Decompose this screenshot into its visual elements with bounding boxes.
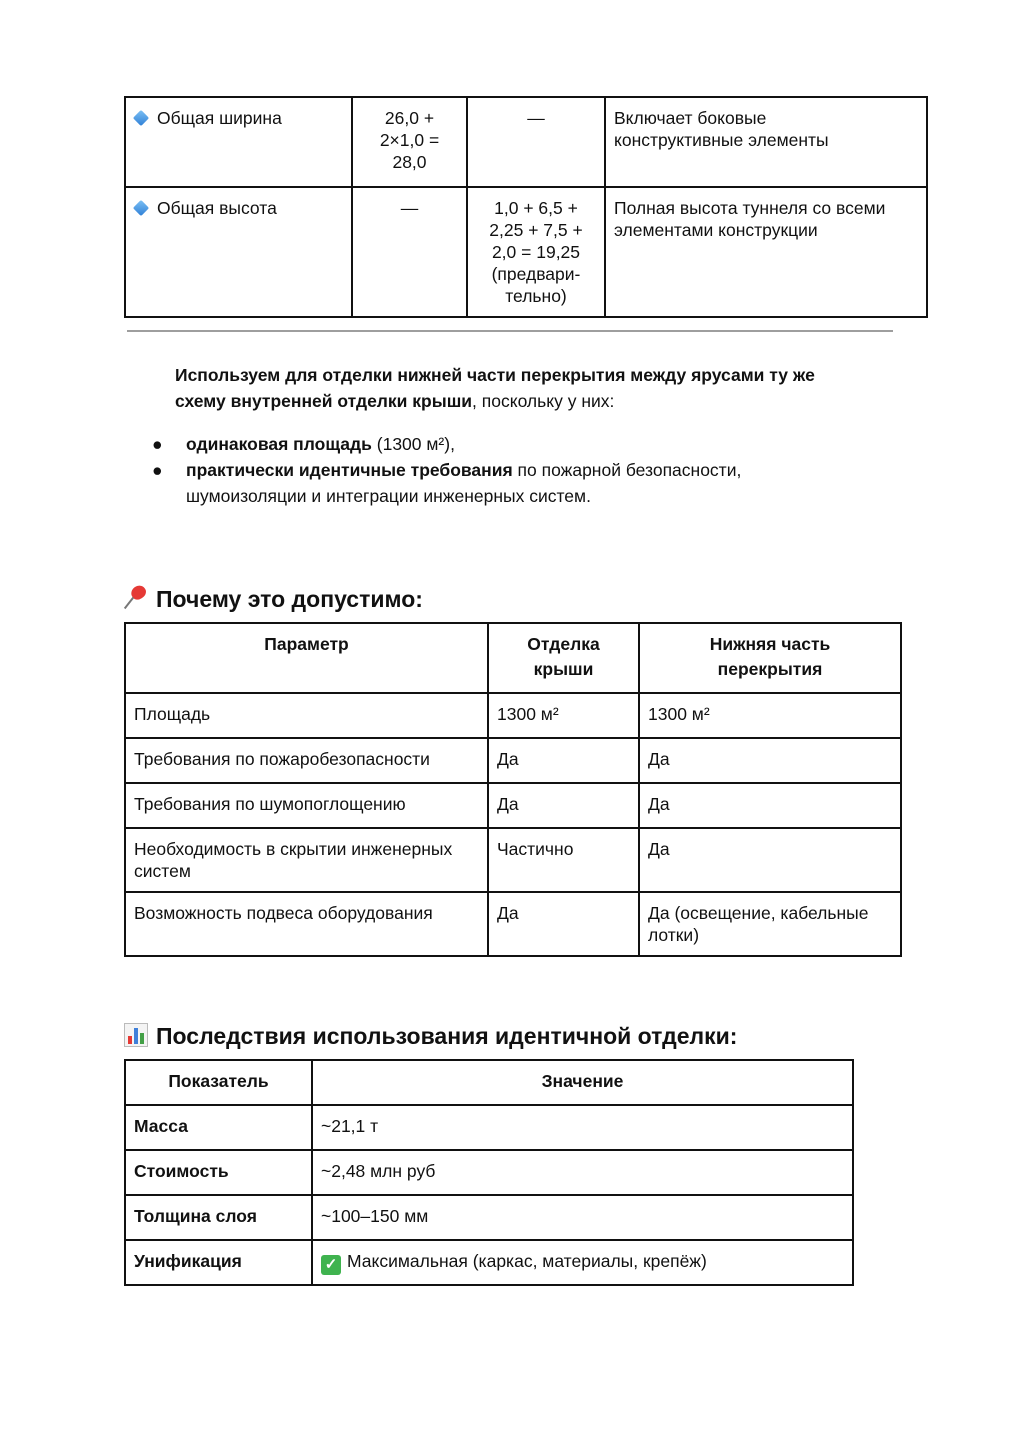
bullet-icon: ● [152, 460, 163, 480]
table-cell: Необходимость в скрытии инженерных систем [125, 828, 488, 892]
table-cell: Масса [125, 1105, 312, 1150]
table-cell: Полная высота туннеля со всеми элементами конструкции [605, 187, 927, 317]
table-cell: 1300 м² [488, 693, 639, 738]
table-row [125, 187, 927, 317]
table-cell: Площадь [125, 693, 488, 738]
table-cell: Да [488, 738, 639, 783]
bullet-icon: ● [152, 434, 163, 454]
horizontal-divider [127, 330, 893, 332]
table-cell: Унификация [125, 1240, 312, 1285]
bullet-text: по пожарной безопасности, шумоизоляции и интеграции инженерных систем. [186, 460, 742, 506]
bullet-bold-text: практически идентичные требования [186, 460, 513, 480]
table-cell: 1,0 + 6,5 + 2,25 + 7,5 + 2,0 = 19,25 (предвари- тельно) [467, 187, 605, 317]
table-row [125, 783, 901, 828]
table-row [125, 1105, 853, 1150]
table-cell: Требования по шумопоглощению [125, 783, 488, 828]
table-cell: ~2,48 млн руб [312, 1150, 853, 1195]
column-header: Значение [312, 1060, 853, 1105]
column-header: Отделка крыши [488, 623, 639, 693]
intro-text: , поскольку у них: [472, 391, 615, 411]
table-row [125, 892, 901, 956]
heading-text: Почему это допустимо: [156, 586, 423, 612]
table-cell: Требования по пожаробезопасности [125, 738, 488, 783]
dimensions-table [124, 96, 928, 318]
table-cell: Да [488, 892, 639, 956]
table-row [125, 1150, 853, 1195]
table-cell: — [352, 187, 467, 317]
table-cell: Да [488, 783, 639, 828]
table-cell: Да [639, 738, 901, 783]
table-cell [125, 187, 352, 317]
table-cell: ~100–150 мм [312, 1195, 853, 1240]
table-row [125, 1240, 853, 1285]
table-cell: 26,0 + 2×1,0 = 28,0 [352, 97, 467, 187]
table-cell: Да [639, 783, 901, 828]
blue-diamond-icon [133, 200, 149, 216]
table-cell [125, 97, 352, 187]
section-heading-consequences [124, 1021, 737, 1051]
table-row [125, 1195, 853, 1240]
column-header: Показатель [125, 1060, 312, 1105]
list-item [146, 457, 846, 509]
table-row [125, 693, 901, 738]
cell-text: Максимальная (каркас, материалы, крепёж) [347, 1251, 707, 1271]
table-cell: — [467, 97, 605, 187]
heading-text: Последствия использования идентичной отделки: [156, 1023, 738, 1049]
table-header-row [125, 623, 901, 693]
row-label: Общая высота [157, 198, 277, 218]
column-header: Параметр [125, 623, 488, 693]
table-cell: Частично [488, 828, 639, 892]
table-cell: Да [639, 828, 901, 892]
pushpin-icon [124, 585, 148, 611]
table-cell: Стоимость [125, 1150, 312, 1195]
table-cell: ~21,1 т [312, 1105, 853, 1150]
column-header: Нижняя часть перекрытия [639, 623, 901, 693]
bullet-list [146, 431, 846, 509]
list-item [146, 431, 846, 457]
bullet-text: (1300 м²), [371, 434, 455, 454]
blue-diamond-icon [133, 110, 149, 126]
check-mark-icon: ✓ [321, 1255, 341, 1275]
table-cell: Толщина слоя [125, 1195, 312, 1240]
intro-bold-text: Используем для отделки нижней части перекрытия между ярусами ту же схему внутренней отделки крыши [175, 365, 815, 411]
consequences-table [124, 1059, 854, 1286]
intro-paragraph [175, 362, 865, 414]
bullet-bold-text: одинаковая площадь [186, 434, 372, 454]
table-row [125, 738, 901, 783]
table-row [125, 97, 927, 187]
table-cell: 1300 м² [639, 693, 901, 738]
table-cell: Возможность подвеса оборудования [125, 892, 488, 956]
table-cell [312, 1240, 853, 1285]
comparison-table [124, 622, 902, 957]
row-label: Общая ширина [157, 108, 282, 128]
table-cell: Включает боковые конструктивные элементы [605, 97, 927, 187]
bar-chart-icon [124, 1023, 148, 1047]
section-heading-why [124, 584, 423, 614]
table-header-row [125, 1060, 853, 1105]
table-row [125, 828, 901, 892]
table-cell: Да (освещение, кабельные лотки) [639, 892, 901, 956]
